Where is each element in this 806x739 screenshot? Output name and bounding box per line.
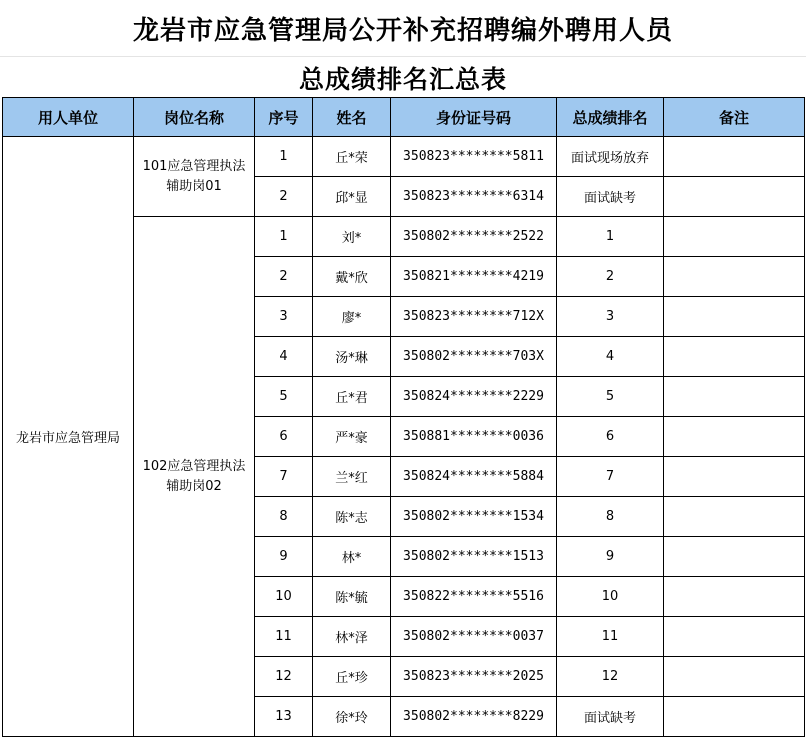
rank-cell: 5 bbox=[557, 377, 664, 417]
rank-cell: 1 bbox=[557, 217, 664, 257]
title-block bbox=[0, 0, 806, 97]
name-cell: 戴*欣 bbox=[313, 257, 391, 297]
rank-cell: 2 bbox=[557, 257, 664, 297]
seq-cell: 1 bbox=[255, 137, 313, 177]
rank-cell: 3 bbox=[557, 297, 664, 337]
header-row bbox=[3, 98, 805, 137]
name-cell: 徐*玲 bbox=[313, 697, 391, 737]
seq-cell: 10 bbox=[255, 577, 313, 617]
id-number-cell: 350823********712X bbox=[391, 297, 557, 337]
name-cell: 严*豪 bbox=[313, 417, 391, 457]
rank-cell: 4 bbox=[557, 337, 664, 377]
note-cell bbox=[664, 657, 805, 697]
id-number-cell: 350802********1534 bbox=[391, 497, 557, 537]
post-name-line: 101应急管理执法 bbox=[142, 158, 246, 174]
seq-cell: 9 bbox=[255, 537, 313, 577]
results-table bbox=[2, 97, 805, 737]
name-cell: 邱*显 bbox=[313, 177, 391, 217]
id-number-cell: 350802********1513 bbox=[391, 537, 557, 577]
note-cell bbox=[664, 457, 805, 497]
header-rank: 总成绩排名 bbox=[557, 98, 664, 137]
note-cell bbox=[664, 577, 805, 617]
id-number-cell: 350824********2229 bbox=[391, 377, 557, 417]
id-number-cell: 350881********0036 bbox=[391, 417, 557, 457]
seq-cell: 2 bbox=[255, 257, 313, 297]
header-name: 姓名 bbox=[313, 98, 391, 137]
note-cell bbox=[664, 257, 805, 297]
post-cell bbox=[134, 137, 255, 217]
name-cell: 丘*君 bbox=[313, 377, 391, 417]
note-cell bbox=[664, 217, 805, 257]
rank-cell: 12 bbox=[557, 657, 664, 697]
name-cell: 兰*红 bbox=[313, 457, 391, 497]
seq-cell: 7 bbox=[255, 457, 313, 497]
rank-cell: 6 bbox=[557, 417, 664, 457]
header-unit: 用人单位 bbox=[3, 98, 134, 137]
id-number-cell: 350823********6314 bbox=[391, 177, 557, 217]
seq-cell: 13 bbox=[255, 697, 313, 737]
note-cell bbox=[664, 377, 805, 417]
rank-cell: 11 bbox=[557, 617, 664, 657]
note-cell bbox=[664, 137, 805, 177]
header-post: 岗位名称 bbox=[134, 98, 255, 137]
id-number-cell: 350824********5884 bbox=[391, 457, 557, 497]
table-row bbox=[3, 137, 805, 177]
name-cell: 刘* bbox=[313, 217, 391, 257]
note-cell bbox=[664, 697, 805, 737]
name-cell: 陈*毓 bbox=[313, 577, 391, 617]
header-id: 身份证号码 bbox=[391, 98, 557, 137]
seq-cell: 4 bbox=[255, 337, 313, 377]
seq-cell: 1 bbox=[255, 217, 313, 257]
unit-cell: 龙岩市应急管理局 bbox=[3, 137, 134, 737]
id-number-cell: 350821********4219 bbox=[391, 257, 557, 297]
post-name-line: 102应急管理执法 bbox=[142, 458, 246, 474]
name-cell: 丘*荣 bbox=[313, 137, 391, 177]
seq-cell: 12 bbox=[255, 657, 313, 697]
title-divider bbox=[0, 56, 806, 57]
seq-cell: 11 bbox=[255, 617, 313, 657]
post-cell bbox=[134, 217, 255, 737]
seq-cell: 6 bbox=[255, 417, 313, 457]
note-cell bbox=[664, 617, 805, 657]
post-name-line: 辅助岗01 bbox=[166, 178, 222, 194]
rank-cell: 8 bbox=[557, 497, 664, 537]
note-cell bbox=[664, 337, 805, 377]
name-cell: 陈*志 bbox=[313, 497, 391, 537]
name-cell: 林*泽 bbox=[313, 617, 391, 657]
id-number-cell: 350802********8229 bbox=[391, 697, 557, 737]
id-number-cell: 350802********2522 bbox=[391, 217, 557, 257]
name-cell: 汤*琳 bbox=[313, 337, 391, 377]
id-number-cell: 350822********5516 bbox=[391, 577, 557, 617]
rank-cell: 面试现场放弃 bbox=[557, 137, 664, 177]
name-cell: 林* bbox=[313, 537, 391, 577]
id-number-cell: 350823********2025 bbox=[391, 657, 557, 697]
seq-cell: 5 bbox=[255, 377, 313, 417]
rank-cell: 面试缺考 bbox=[557, 177, 664, 217]
header-note: 备注 bbox=[664, 98, 805, 137]
note-cell bbox=[664, 177, 805, 217]
note-cell bbox=[664, 497, 805, 537]
seq-cell: 8 bbox=[255, 497, 313, 537]
page-subtitle: 总成绩排名汇总表 bbox=[298, 65, 507, 94]
rank-cell: 9 bbox=[557, 537, 664, 577]
id-number-cell: 350823********5811 bbox=[391, 137, 557, 177]
seq-cell: 3 bbox=[255, 297, 313, 337]
id-number-cell: 350802********703X bbox=[391, 337, 557, 377]
seq-cell: 2 bbox=[255, 177, 313, 217]
note-cell bbox=[664, 537, 805, 577]
rank-cell: 10 bbox=[557, 577, 664, 617]
note-cell bbox=[664, 417, 805, 457]
post-name-line: 辅助岗02 bbox=[166, 478, 222, 494]
name-cell: 廖* bbox=[313, 297, 391, 337]
rank-cell: 7 bbox=[557, 457, 664, 497]
id-number-cell: 350802********0037 bbox=[391, 617, 557, 657]
note-cell bbox=[664, 297, 805, 337]
table-body bbox=[3, 137, 805, 737]
rank-cell: 面试缺考 bbox=[557, 697, 664, 737]
page-title: 龙岩市应急管理局公开补充招聘编外聘用人员 bbox=[132, 16, 673, 46]
name-cell: 丘*珍 bbox=[313, 657, 391, 697]
header-seq: 序号 bbox=[255, 98, 313, 137]
